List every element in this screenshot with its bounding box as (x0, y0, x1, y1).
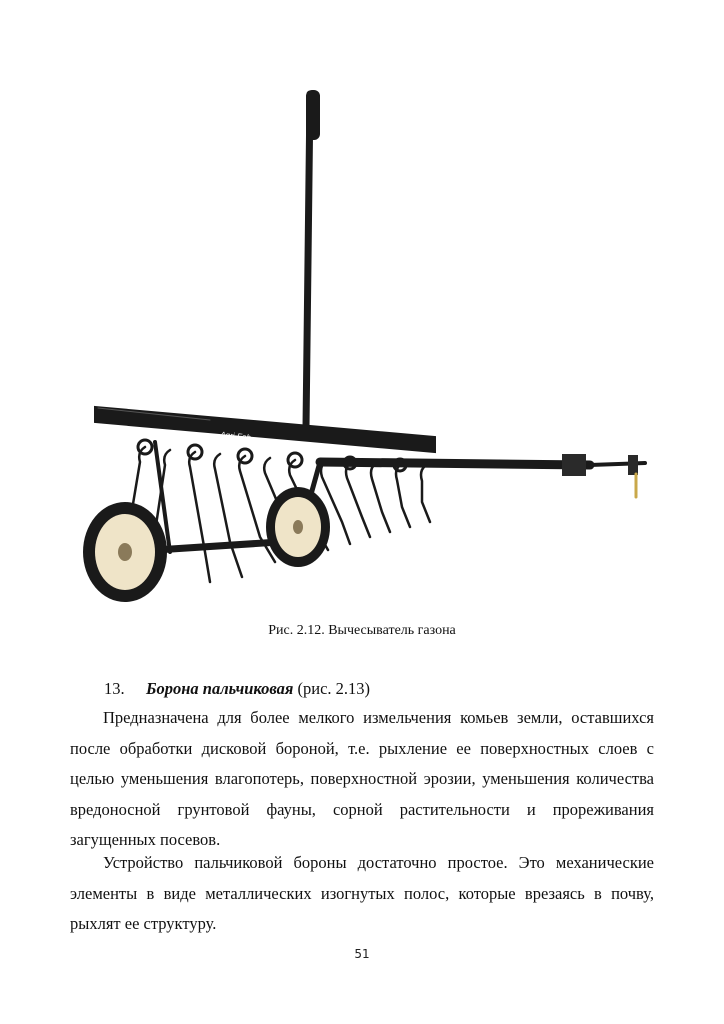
page-number: 51 (354, 947, 370, 961)
dethatcher-illustration (70, 82, 670, 617)
section-number: 13. (104, 679, 125, 698)
section-term: Борона пальчиковая (146, 679, 294, 698)
section-heading (104, 679, 370, 699)
figure-caption: Рис. 2.12. Вычесыватель газона (268, 623, 456, 638)
paragraph: Предназначена для более мелкого измельчения комьев земли, оставшихся после обработки дисковой бороной, т.е. рыхление ее поверхностных слоев с целью уменьшения влагопотерь, поверхностной эрозии, уменьшения количества вредоносной грунтовой фауны, сорной растительности и прореживания загущенных посевов. (70, 708, 654, 849)
brand-logo: Agri-Fab (219, 430, 252, 443)
section-figure-ref: (рис. 2.13) (297, 679, 371, 698)
right-wheel (266, 487, 330, 567)
paragraph: Устройство пальчиковой бороны достаточно простое. Это механические элементы в виде металлических изогнутых полос, которые врезаясь в почву, рыхлят ее структуру. (70, 853, 654, 933)
lawn-dethatcher-figure (70, 82, 670, 617)
left-wheel (83, 502, 167, 602)
